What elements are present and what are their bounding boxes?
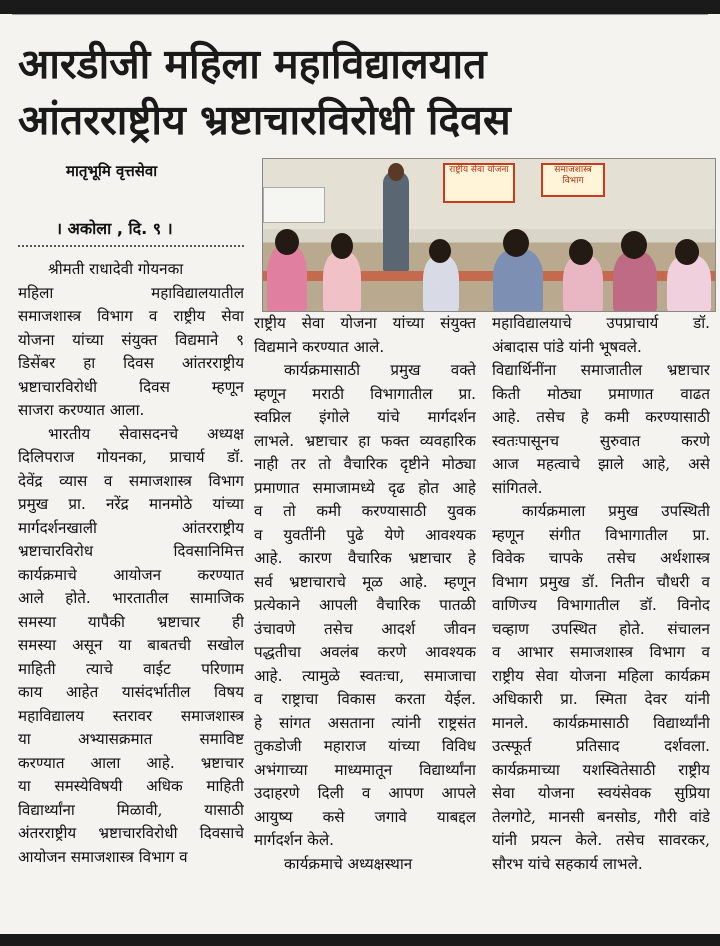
event-photo	[262, 158, 716, 312]
article-column-2	[254, 312, 476, 876]
article-line: सर्व भ्रष्टाचाराचे मूळ आहे. म्हणून	[254, 572, 476, 591]
article-line: श्रीमती राधादेवी गोयनका	[48, 260, 184, 278]
photo-window	[263, 187, 325, 223]
article-line: विद्यार्थ्यांना मिळावी, यासाठी	[18, 800, 244, 819]
article-line: लाभले. भ्रष्टाचार हा फक्त व्यवहारिक	[254, 431, 476, 450]
article-line: समाजशास्त्र विभाग व राष्ट्रीय सेवा	[18, 307, 244, 325]
article-line: मानले. कार्यक्रमासाठी विद्यार्थ्यांनी	[492, 713, 710, 732]
headline-line-1: आरडीजी महिला महाविद्यालयात	[18, 40, 487, 88]
article-line: म्हणून मराठी विभागातील प्रा.	[254, 384, 476, 403]
article-line: विद्यमाने करण्यात आले.	[254, 337, 385, 356]
article-line: साजरा करण्यात आला.	[18, 401, 145, 419]
photo-student-head	[275, 229, 299, 255]
article-column-1	[18, 258, 244, 869]
article-line: प्रमाणात समाजामध्ये दृढ होत आहे	[254, 478, 476, 497]
article-line: प्रत्येकाने आपली वैचारिक पातळी	[254, 596, 476, 614]
article-line: नाही तर तो वैचारिक दृष्टीने मोठ्या	[254, 455, 476, 473]
photo-student-head	[621, 231, 647, 259]
article-line: योजना यांच्या संयुक्त विद्यमाने ९	[18, 330, 244, 349]
article-line: समस्या यापैकी भ्रष्टाचार ही	[18, 612, 244, 631]
photo-student	[423, 255, 459, 312]
article-line: राष्ट्रीय सेवा योजना महिला कार्यक्रम	[492, 666, 710, 685]
dateline: । अकोला , दि. ९ ।	[56, 219, 173, 238]
article-line: अधिकारी प्रा. स्मिता देवर यांनी	[492, 690, 710, 708]
photo-student	[323, 251, 361, 312]
article-line: स्वप्निल इंगोले यांचे मार्गदर्शन	[254, 408, 476, 426]
article-line: मार्गदर्शन केले.	[254, 831, 335, 849]
photo-student	[267, 245, 307, 312]
article-line: सेवा योजना स्वयंसेवक सुप्रिया	[492, 784, 710, 802]
article-line: भारतीय सेवासदनचे अध्यक्ष	[48, 424, 244, 443]
article-line: मार्गदर्शनखाली आंतरराष्ट्रीय	[18, 518, 244, 537]
article-line: वाणिज्य विभागातील डॉ. विनोद	[492, 596, 710, 614]
bottom-border	[0, 934, 720, 946]
article-line: महाविद्यालयाचे उपप्राचार्य डॉ.	[492, 314, 710, 332]
article-line: आयोजन समाजशास्त्र विभाग व	[18, 847, 188, 866]
photo-student-head	[503, 229, 529, 257]
article-line: आहे. त्यामुळे स्वतःचा, समाजाचा	[254, 666, 476, 685]
article-line: महाविद्यालय स्तरावर समाजशास्त्र	[18, 706, 244, 725]
photo-banner-left: राष्ट्रीय सेवा योजना	[443, 163, 515, 203]
article-line: उत्स्फूर्त प्रतिसाद दर्शवला.	[492, 737, 710, 755]
dotted-divider	[18, 245, 244, 247]
article-line: आज महत्वाचे झाले आहे, असे	[492, 455, 710, 473]
article-line: यांनी प्रयत्न केले. तसेच सावरकर,	[492, 831, 710, 849]
article-column-3	[492, 312, 710, 876]
photo-banner-right: समाजशास्त्र विभाग	[541, 163, 605, 197]
photo-student-head	[569, 239, 593, 265]
article-line: भ्रष्टाचारविरोध दिवसानिमित्त	[18, 542, 244, 560]
article-line: महिला महाविद्यालयातील	[18, 283, 244, 302]
photo-student-head	[675, 239, 699, 265]
article-line: माहिती त्याचे वाईट परिणाम	[18, 659, 244, 678]
photo-student-head	[331, 233, 353, 259]
article-line: व राष्ट्राचा विकास करता येईल.	[254, 690, 476, 708]
article-line: सांगितले.	[492, 478, 543, 497]
photo-student	[493, 249, 543, 312]
article-line: कार्यक्रमासाठी प्रमुख वक्ते	[284, 361, 476, 379]
article-line: अभंगाच्या माध्यमातून विद्यार्थ्यांना	[254, 760, 476, 779]
article-line: तुकडोजी महाराज यांच्या विविध	[254, 737, 476, 755]
article-line: राष्ट्रीय सेवा योजना यांच्या संयुक्त	[254, 314, 476, 332]
article-line: व आभार समाजशास्त्र विभाग व	[492, 643, 710, 661]
article-line: विवेक चापके तसेच अर्थशास्त्र	[492, 549, 710, 567]
article-line: हे सांगत असताना त्यांनी राष्ट्रसंत	[254, 713, 476, 732]
article-line: किती मोठ्या प्रमाणात वाढत	[492, 384, 710, 403]
article-line: डिसेंबर हा दिवस आंतरराष्ट्रीय	[18, 354, 244, 372]
top-rule	[12, 14, 708, 15]
article-line: या अभ्यासक्रमात समाविष्ट	[18, 730, 244, 748]
article-line: चव्हाण उपस्थित होते. संचालन	[492, 619, 710, 638]
article-line: पद्धतीचा अवलंब करणे आवश्यक	[254, 643, 476, 661]
article-line: आहे. कारण वैचारिक भ्रष्टाचार हे	[254, 549, 476, 567]
byline: मातृभूमि वृत्तसेवा	[66, 162, 158, 180]
photo-speaker-head	[388, 163, 404, 181]
article-line: विद्यार्थिनींना समाजातील भ्रष्टाचार	[492, 361, 710, 379]
top-border	[0, 0, 720, 14]
article-line: कार्यक्रमाच्या यशस्वितेसाठी राष्ट्रीय	[492, 760, 710, 779]
article-line: स्वतःपासूनच सुरुवात करणे	[492, 431, 710, 450]
article-line: काय आहेत यासंदर्भातील विषय	[18, 683, 244, 701]
article-line: देवेंद्र व्यास व समाजशास्त्र विभाग	[18, 471, 244, 490]
article-line: दिलिपराज गोयनका, प्राचार्य डॉ.	[18, 448, 244, 466]
article-line: आयुष्य कसे जगावे याबद्दल	[254, 807, 476, 826]
article-line: सौरभ यांचे सहकार्य लाभले.	[492, 854, 643, 873]
article-line: या समस्येविषयी अधिक माहिती	[18, 777, 244, 795]
article-line: आहे. तसेच हे कमी करण्यासाठी	[492, 408, 710, 426]
article-line: उदाहरणे दिली व आपण आपले	[254, 784, 476, 802]
article-line: आले होते. भारतातील सामाजिक	[18, 589, 244, 607]
article-line: व युवतींनी पुढे येणे आवश्यक	[254, 525, 476, 544]
article-line: भ्रष्टाचारविरोधी दिवस म्हणून	[18, 377, 244, 396]
article-line: प्रमुख प्रा. नरेंद्र मानमोठे यांच्या	[18, 495, 244, 513]
article-line: करण्यात आला आहे. भ्रष्टाचार	[18, 753, 244, 772]
article-line: कार्यक्रमाला प्रमुख उपस्थिती	[522, 502, 710, 520]
article-line: तेलगोटे, मानसी बनसोड, गौरी वांडे	[492, 807, 710, 826]
photo-speaker	[383, 171, 409, 271]
article-line: कार्यक्रमाचे अध्यक्षस्थान	[284, 854, 413, 873]
article-line: म्हणून संगीत विभागातील प्रा.	[492, 525, 710, 544]
headline-line-2: आंतरराष्ट्रीय भ्रष्टाचारविरोधी दिवस	[18, 96, 511, 144]
article-line: कार्यक्रमाचे आयोजन करण्यात	[18, 565, 244, 584]
article-line: अंबादास पांडे यांनी भूषवले.	[492, 337, 642, 356]
article-line: विभाग प्रमुख डॉ. नितीन चौधरी व	[492, 572, 710, 591]
article-line: अंतरराष्ट्रीय भ्रष्टाचारविरोधी दिवसाचे	[18, 824, 244, 842]
article-line: व तो कमी करण्यासाठी युवक	[254, 502, 476, 520]
photo-student	[613, 251, 657, 312]
article-line: उंचावणे तसेच आदर्श जीवन	[254, 619, 476, 638]
photo-student-head	[429, 239, 451, 263]
article-line: समस्या असून या बाबतची सखोल	[18, 636, 244, 654]
